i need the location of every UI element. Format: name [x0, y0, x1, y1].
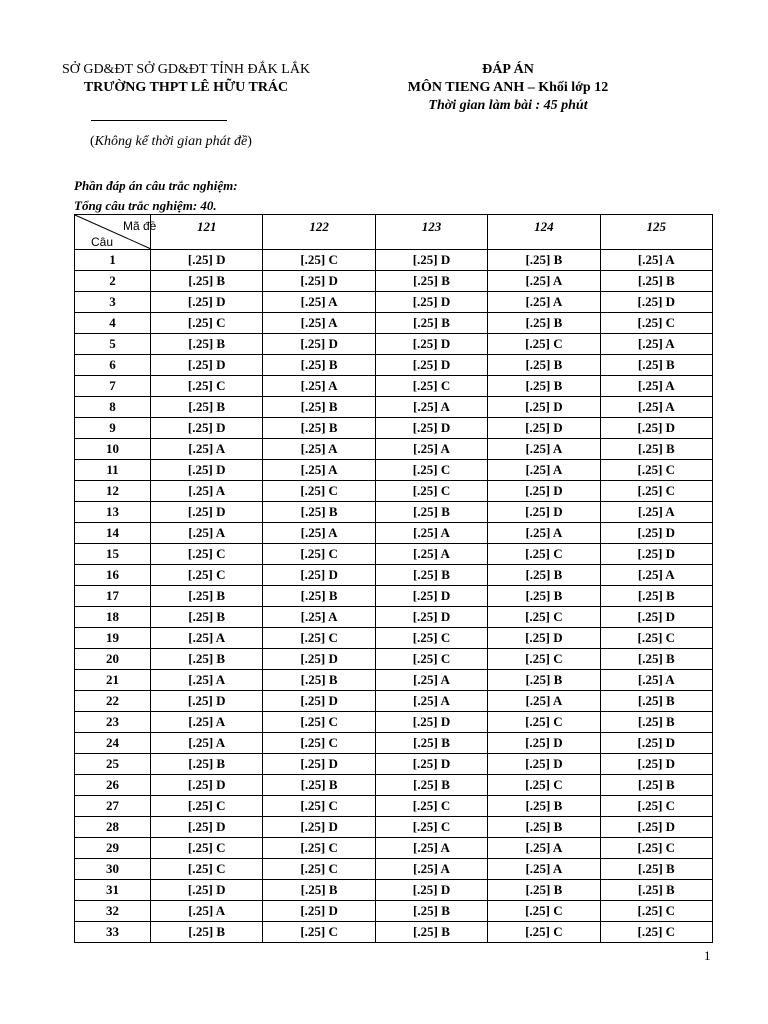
table-row: [75, 880, 713, 901]
divider-line: [91, 120, 227, 121]
table-row: [75, 376, 713, 397]
question-number: 15: [75, 544, 151, 565]
table-row: [75, 691, 713, 712]
question-number: 20: [75, 649, 151, 670]
table-row: [75, 334, 713, 355]
answer-cell: [.25] D: [375, 292, 487, 313]
answer-cell: [.25] B: [263, 355, 375, 376]
answer-cell: [.25] B: [151, 922, 263, 943]
table-row: [75, 586, 713, 607]
answer-cell: [.25] D: [375, 334, 487, 355]
answer-cell: [.25] A: [375, 691, 487, 712]
answer-cell: [.25] C: [151, 838, 263, 859]
answer-cell: [.25] C: [600, 460, 712, 481]
answer-cell: [.25] A: [488, 691, 600, 712]
answer-cell: [.25] B: [488, 586, 600, 607]
answer-cell: [.25] C: [151, 565, 263, 586]
answer-cell: [.25] A: [600, 397, 712, 418]
left-header: [36, 61, 336, 97]
answer-cell: [.25] B: [263, 670, 375, 691]
question-number: 18: [75, 607, 151, 628]
page-number: 1: [704, 948, 711, 963]
answer-cell: [.25] B: [151, 586, 263, 607]
answer-cell: [.25] A: [151, 901, 263, 922]
answer-cell: [.25] D: [151, 691, 263, 712]
question-number: 22: [75, 691, 151, 712]
answer-cell: [.25] C: [375, 460, 487, 481]
answer-cell: [.25] B: [488, 670, 600, 691]
answer-cell: [.25] B: [488, 817, 600, 838]
answer-cell: [.25] D: [263, 691, 375, 712]
table-row: [75, 607, 713, 628]
answer-cell: [.25] B: [375, 565, 487, 586]
answer-cell: [.25] A: [263, 292, 375, 313]
answer-cell: [.25] A: [263, 460, 375, 481]
table-row: [75, 649, 713, 670]
code-header: 124: [488, 215, 600, 250]
note-text: Không kể thời gian phát đề: [94, 134, 248, 149]
answer-cell: [.25] B: [375, 271, 487, 292]
answer-cell: [.25] C: [600, 796, 712, 817]
answer-cell: [.25] B: [263, 418, 375, 439]
answer-cell: [.25] B: [375, 733, 487, 754]
code-header: 125: [600, 215, 712, 250]
document-title: ĐÁP ÁN: [482, 62, 534, 77]
answer-cell: [.25] B: [600, 586, 712, 607]
answer-cell: [.25] C: [263, 712, 375, 733]
answer-cell: [.25] C: [488, 712, 600, 733]
table-row: [75, 754, 713, 775]
answer-cell: [.25] A: [600, 565, 712, 586]
note-close-paren: ): [247, 134, 252, 149]
answer-cell: [.25] B: [488, 565, 600, 586]
answer-cell: [.25] D: [263, 271, 375, 292]
question-number: 10: [75, 439, 151, 460]
answer-cell: [.25] D: [151, 775, 263, 796]
answer-cell: [.25] A: [488, 838, 600, 859]
answer-cell: [.25] C: [375, 649, 487, 670]
table-row: [75, 796, 713, 817]
answer-cell: [.25] B: [375, 502, 487, 523]
answer-cell: [.25] B: [488, 313, 600, 334]
question-number: 16: [75, 565, 151, 586]
answer-cell: [.25] B: [151, 271, 263, 292]
table-row: [75, 250, 713, 271]
answer-cell: [.25] C: [488, 649, 600, 670]
table-row: [75, 859, 713, 880]
answer-cell: [.25] C: [263, 544, 375, 565]
answer-cell: [.25] D: [375, 880, 487, 901]
answer-cell: [.25] A: [375, 544, 487, 565]
answer-cell: [.25] D: [375, 250, 487, 271]
answer-cell: [.25] B: [488, 376, 600, 397]
answer-cell: [.25] D: [488, 754, 600, 775]
note-open-paren: (: [90, 134, 95, 149]
answer-cell: [.25] C: [488, 922, 600, 943]
table-row: [75, 439, 713, 460]
answer-cell: [.25] C: [263, 922, 375, 943]
code-header: 123: [375, 215, 487, 250]
answer-cell: [.25] C: [600, 481, 712, 502]
answer-cell: [.25] D: [151, 292, 263, 313]
answer-cell: [.25] D: [263, 334, 375, 355]
answer-cell: [.25] A: [375, 859, 487, 880]
table-row: [75, 670, 713, 691]
answer-cell: [.25] A: [488, 271, 600, 292]
answer-cell: [.25] C: [600, 922, 712, 943]
question-number: 6: [75, 355, 151, 376]
answer-cell: [.25] C: [151, 796, 263, 817]
answer-cell: [.25] C: [600, 628, 712, 649]
section-title: Phần đáp án câu trắc nghiệm:: [74, 178, 238, 193]
answer-cell: [.25] C: [151, 313, 263, 334]
table-row: [75, 355, 713, 376]
department-name: SỞ GD&ĐT SỞ GD&ĐT TỈNH ĐẮK LẮK: [61, 62, 311, 77]
answer-cell: [.25] D: [263, 754, 375, 775]
answer-cell: [.25] D: [488, 418, 600, 439]
school-name: TRƯỜNG THPT LÊ HỮU TRÁC: [83, 80, 289, 95]
answer-cell: [.25] C: [263, 838, 375, 859]
table-row: [75, 775, 713, 796]
answer-cell: [.25] C: [375, 376, 487, 397]
answer-cell: [.25] A: [151, 733, 263, 754]
answer-cell: [.25] A: [488, 859, 600, 880]
question-number: 19: [75, 628, 151, 649]
answer-cell: [.25] C: [151, 544, 263, 565]
answer-cell: [.25] A: [375, 439, 487, 460]
question-number: 7: [75, 376, 151, 397]
answer-cell: [.25] C: [488, 607, 600, 628]
time-note: [90, 134, 252, 150]
answer-cell: [.25] D: [263, 565, 375, 586]
question-number: 32: [75, 901, 151, 922]
answer-cell: [.25] C: [488, 544, 600, 565]
answer-cell: [.25] B: [263, 586, 375, 607]
answer-cell: [.25] D: [600, 544, 712, 565]
answer-cell: [.25] A: [151, 670, 263, 691]
answer-cell: [.25] A: [151, 439, 263, 460]
answer-cell: [.25] B: [263, 880, 375, 901]
answer-cell: [.25] A: [375, 523, 487, 544]
question-number: 25: [75, 754, 151, 775]
answer-cell: [.25] B: [151, 754, 263, 775]
right-header: [380, 61, 636, 115]
question-number: 12: [75, 481, 151, 502]
answer-cell: [.25] B: [151, 397, 263, 418]
answer-cell: [.25] D: [263, 817, 375, 838]
answer-cell: [.25] A: [488, 460, 600, 481]
answer-cell: [.25] C: [263, 796, 375, 817]
answer-cell: [.25] C: [600, 901, 712, 922]
answer-cell: [.25] A: [600, 670, 712, 691]
answer-cell: [.25] B: [600, 712, 712, 733]
answer-key-table: [74, 214, 713, 943]
question-number: 4: [75, 313, 151, 334]
answer-cell: [.25] C: [263, 250, 375, 271]
answer-cell: [.25] D: [488, 502, 600, 523]
table-row: [75, 481, 713, 502]
corner-label-code: Mã đề: [123, 219, 157, 233]
answer-cell: [.25] B: [600, 859, 712, 880]
answer-cell: [.25] A: [263, 313, 375, 334]
question-number: 28: [75, 817, 151, 838]
answer-cell: [.25] B: [600, 271, 712, 292]
answer-cell: [.25] C: [263, 628, 375, 649]
answer-cell: [.25] B: [151, 607, 263, 628]
answer-cell: [.25] B: [375, 922, 487, 943]
code-header: 122: [263, 215, 375, 250]
answer-cell: [.25] B: [375, 901, 487, 922]
answer-cell: [.25] D: [375, 607, 487, 628]
answer-cell: [.25] B: [375, 313, 487, 334]
question-number: 26: [75, 775, 151, 796]
table-row: [75, 418, 713, 439]
table-row: [75, 460, 713, 481]
question-number: 5: [75, 334, 151, 355]
answer-cell: [.25] D: [151, 817, 263, 838]
question-number: 1: [75, 250, 151, 271]
answer-cell: [.25] B: [600, 691, 712, 712]
answer-cell: [.25] B: [263, 397, 375, 418]
subject-line: MÔN TIENG ANH – Khối lớp 12: [407, 80, 609, 95]
answer-cell: [.25] B: [263, 502, 375, 523]
answer-cell: [.25] D: [151, 460, 263, 481]
question-number: 21: [75, 670, 151, 691]
answer-cell: [.25] B: [600, 439, 712, 460]
answer-cell: [.25] B: [600, 775, 712, 796]
corner-cell: [75, 215, 157, 250]
answer-cell: [.25] D: [600, 607, 712, 628]
answer-cell: [.25] A: [375, 670, 487, 691]
answer-cell: [.25] D: [600, 817, 712, 838]
answer-cell: [.25] D: [375, 754, 487, 775]
table-row: [75, 565, 713, 586]
question-number: 30: [75, 859, 151, 880]
question-number: 13: [75, 502, 151, 523]
answer-cell: [.25] D: [151, 502, 263, 523]
corner-label-question: Câu: [91, 235, 114, 249]
answer-cell: [.25] C: [263, 859, 375, 880]
question-number: 31: [75, 880, 151, 901]
answer-cell: [.25] A: [600, 502, 712, 523]
answer-cell: [.25] A: [600, 334, 712, 355]
table-row: [75, 901, 713, 922]
table-row: [75, 712, 713, 733]
answer-cell: [.25] D: [151, 418, 263, 439]
answer-cell: [.25] C: [263, 481, 375, 502]
answer-cell: [.25] D: [151, 250, 263, 271]
answer-cell: [.25] A: [263, 523, 375, 544]
answer-cell: [.25] A: [600, 376, 712, 397]
answer-cell: [.25] D: [488, 397, 600, 418]
table-row: [75, 292, 713, 313]
answer-cell: [.25] A: [263, 376, 375, 397]
answer-cell: [.25] B: [151, 334, 263, 355]
table-row: [75, 922, 713, 943]
table-row: [75, 502, 713, 523]
table-row: [75, 544, 713, 565]
answer-cell: [.25] C: [600, 313, 712, 334]
code-header: 121: [151, 215, 263, 250]
question-number: 14: [75, 523, 151, 544]
answer-cell: [.25] C: [488, 775, 600, 796]
answer-cell: [.25] B: [488, 355, 600, 376]
answer-cell: [.25] A: [151, 628, 263, 649]
answer-cell: [.25] C: [375, 481, 487, 502]
answer-cell: [.25] D: [600, 754, 712, 775]
table-row: [75, 271, 713, 292]
answer-cell: [.25] D: [375, 586, 487, 607]
answer-cell: [.25] C: [151, 376, 263, 397]
question-number: 17: [75, 586, 151, 607]
answer-cell: [.25] B: [488, 796, 600, 817]
question-number: 29: [75, 838, 151, 859]
answer-cell: [.25] A: [488, 439, 600, 460]
answer-cell: [.25] D: [151, 880, 263, 901]
table-row: [75, 523, 713, 544]
answer-cell: [.25] C: [488, 334, 600, 355]
answer-cell: [.25] D: [375, 418, 487, 439]
answer-cell: [.25] D: [375, 355, 487, 376]
question-number: 27: [75, 796, 151, 817]
answer-cell: [.25] A: [263, 607, 375, 628]
question-number: 8: [75, 397, 151, 418]
answer-cell: [.25] B: [488, 250, 600, 271]
question-number: 23: [75, 712, 151, 733]
answer-cell: [.25] D: [488, 628, 600, 649]
answer-rows: [75, 250, 713, 943]
answer-cell: [.25] A: [151, 712, 263, 733]
answer-cell: [.25] C: [151, 859, 263, 880]
answer-cell: [.25] D: [600, 733, 712, 754]
question-number: 24: [75, 733, 151, 754]
answer-cell: [.25] A: [488, 523, 600, 544]
answer-cell: [.25] A: [151, 481, 263, 502]
answer-cell: [.25] B: [600, 880, 712, 901]
table-row: [75, 817, 713, 838]
answer-cell: [.25] D: [263, 901, 375, 922]
table-row: [75, 313, 713, 334]
answer-cell: [.25] C: [375, 817, 487, 838]
answer-cell: [.25] D: [375, 712, 487, 733]
answer-cell: [.25] D: [600, 523, 712, 544]
answer-cell: [.25] A: [488, 292, 600, 313]
answer-cell: [.25] A: [151, 523, 263, 544]
answer-cell: [.25] C: [600, 838, 712, 859]
table-row: [75, 838, 713, 859]
question-number: 3: [75, 292, 151, 313]
answer-cell: [.25] A: [375, 838, 487, 859]
table-row: [75, 628, 713, 649]
question-number: 33: [75, 922, 151, 943]
answer-cell: [.25] C: [263, 733, 375, 754]
question-number: 11: [75, 460, 151, 481]
exam-duration: Thời gian làm bài : 45 phút: [428, 98, 588, 113]
table-header-row: [75, 215, 713, 250]
answer-cell: [.25] C: [488, 901, 600, 922]
question-number: 2: [75, 271, 151, 292]
answer-cell: [.25] D: [488, 733, 600, 754]
answer-cell: [.25] C: [375, 628, 487, 649]
answer-cell: [.25] D: [488, 481, 600, 502]
answer-cell: [.25] D: [600, 292, 712, 313]
table-row: [75, 397, 713, 418]
answer-cell: [.25] D: [263, 649, 375, 670]
table-row: [75, 733, 713, 754]
answer-cell: [.25] D: [151, 355, 263, 376]
answer-cell: [.25] D: [600, 418, 712, 439]
answer-cell: [.25] A: [375, 397, 487, 418]
answer-cell: [.25] A: [263, 439, 375, 460]
answer-cell: [.25] A: [600, 250, 712, 271]
total-questions: Tổng câu trắc nghiệm: 40.: [74, 198, 217, 213]
answer-cell: [.25] B: [375, 775, 487, 796]
question-number: 9: [75, 418, 151, 439]
answer-cell: [.25] B: [600, 355, 712, 376]
answer-cell: [.25] B: [600, 649, 712, 670]
answer-cell: [.25] B: [263, 775, 375, 796]
answer-cell: [.25] C: [375, 796, 487, 817]
answer-cell: [.25] B: [488, 880, 600, 901]
answer-cell: [.25] B: [151, 649, 263, 670]
